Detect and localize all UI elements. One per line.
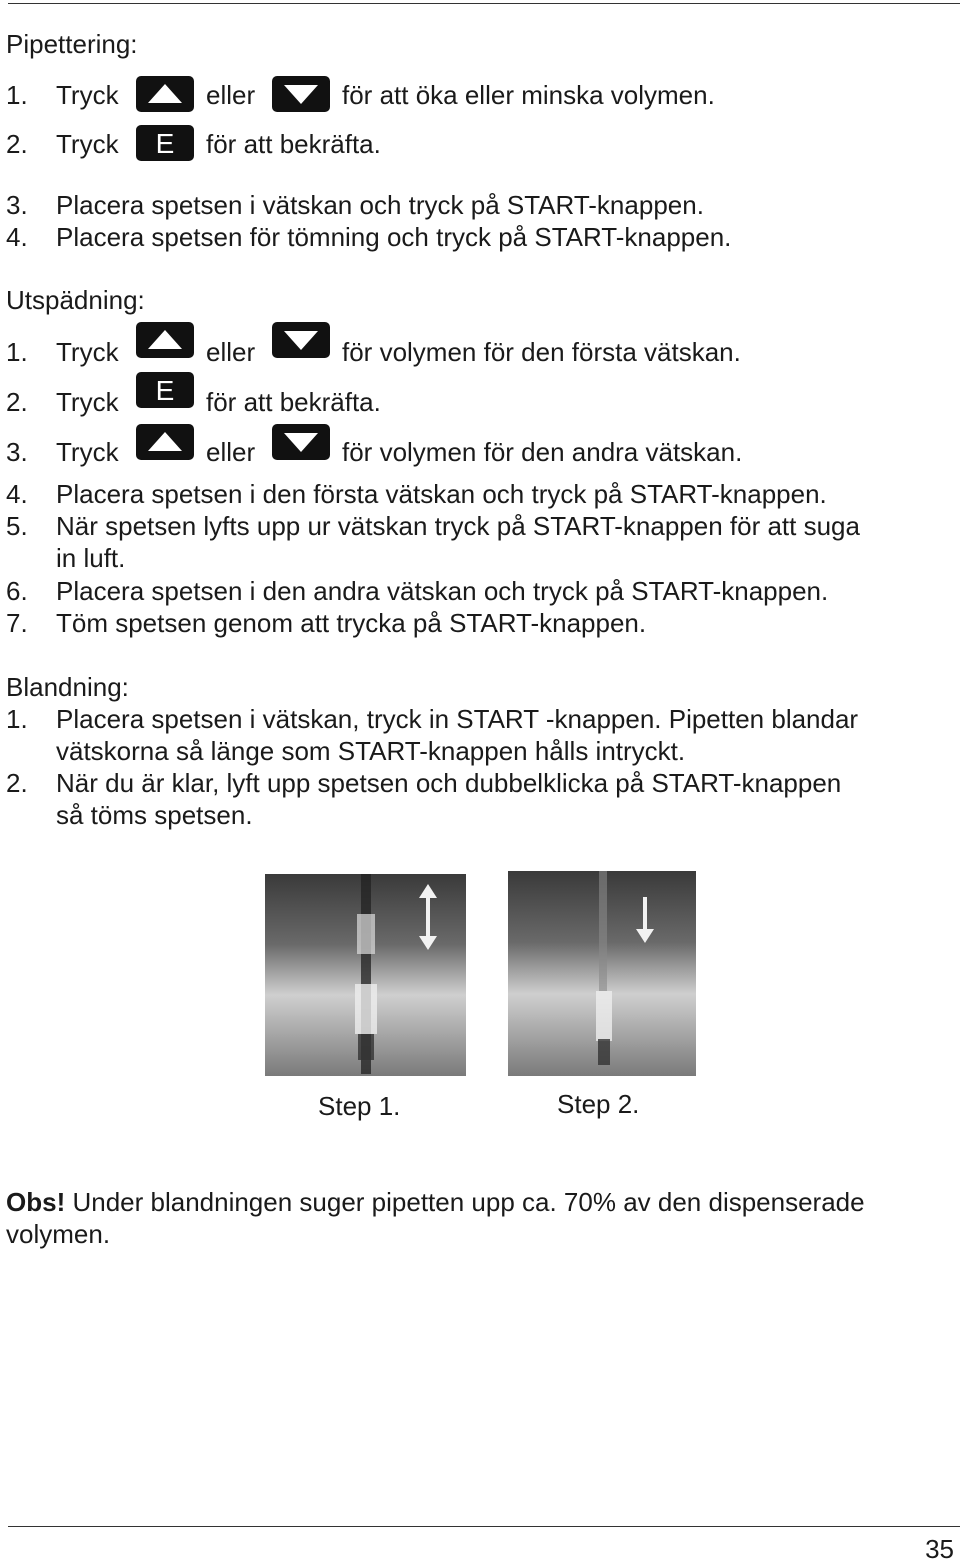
step-number: 2.: [6, 768, 28, 798]
step-number: 6.: [6, 576, 28, 606]
step1-photo: [265, 874, 466, 1076]
step-text: eller: [206, 337, 256, 367]
note-label: Obs!: [6, 1187, 66, 1217]
step-number: 5.: [6, 511, 28, 541]
step-text: eller: [206, 437, 256, 467]
down-key-icon: [272, 424, 330, 460]
step-number: 4.: [6, 222, 28, 252]
step-text: Placera spetsen i vätskan och tryck på START-knappen.: [56, 190, 704, 220]
step-text: Tryck: [56, 129, 119, 159]
note-line: [6, 1186, 865, 1218]
step-number: 4.: [6, 479, 28, 509]
step-text: När du är klar, lyft upp spetsen och dubbelklicka på START-knappen: [56, 768, 842, 798]
up-key-icon: [136, 76, 194, 112]
heading-pipettering: Pipettering:: [6, 29, 138, 59]
up-key-icon: [136, 424, 194, 460]
step-number: 1.: [6, 337, 28, 367]
note-text: volymen.: [6, 1219, 111, 1249]
down-key-icon: [272, 322, 330, 358]
step-text: Töm spetsen genom att trycka på START-knappen.: [56, 608, 647, 638]
step-text: Placera spetsen för tömning och tryck på START-knappen.: [56, 222, 732, 252]
enter-key-icon: [136, 372, 194, 408]
heading-blandning: Blandning:: [6, 672, 129, 702]
step-text: vätskorna så länge som START-knappen hålls intryckt.: [56, 736, 686, 766]
step-text: för volymen för den andra vätskan.: [342, 437, 743, 467]
step-number: 3.: [6, 437, 28, 467]
step-text: Tryck: [56, 80, 119, 110]
step-text: Placera spetsen i vätskan, tryck in START -knappen. Pipetten blandar: [56, 704, 859, 734]
step-text: för att bekräfta.: [206, 129, 381, 159]
step-number: 2.: [6, 129, 28, 159]
step-text: Tryck: [56, 387, 119, 417]
up-key-icon: [136, 322, 194, 358]
step-text: eller: [206, 80, 256, 110]
figure-caption: Step 2.: [557, 1089, 640, 1119]
step-text: Placera spetsen i den första vätskan och tryck på START-knappen.: [56, 479, 827, 509]
step-number: 1.: [6, 80, 28, 110]
figure-caption: Step 1.: [318, 1091, 401, 1121]
step-text: När spetsen lyfts upp ur vätskan tryck på START-knappen för att suga: [56, 511, 860, 541]
step-text: Tryck: [56, 337, 119, 367]
heading-utspadning: Utspädning:: [6, 285, 145, 315]
step-text: Placera spetsen i den andra vätskan och tryck på START-knappen.: [56, 576, 829, 606]
step-text: in luft.: [56, 543, 126, 573]
step-number: 7.: [6, 608, 28, 638]
note-text: Under blandningen suger pipetten upp ca. 70% av den dispenserade: [65, 1187, 865, 1217]
step2-photo: [508, 871, 696, 1076]
top-rule: [8, 3, 960, 4]
enter-key-icon: [136, 125, 194, 161]
step-text: för att öka eller minska volymen.: [342, 80, 715, 110]
step-number: 3.: [6, 190, 28, 220]
step-text: för att bekräfta.: [206, 387, 381, 417]
bottom-rule: [8, 1526, 960, 1527]
step-text: så töms spetsen.: [56, 800, 253, 830]
enter-key-label: E: [155, 375, 175, 406]
step-text: för volymen för den första vätskan.: [342, 337, 741, 367]
step-text: Tryck: [56, 437, 119, 467]
page-number: 35: [925, 1534, 954, 1564]
enter-key-label: E: [155, 128, 175, 159]
down-key-icon: [272, 76, 330, 112]
step-number: 2.: [6, 387, 28, 417]
step-number: 1.: [6, 704, 28, 734]
